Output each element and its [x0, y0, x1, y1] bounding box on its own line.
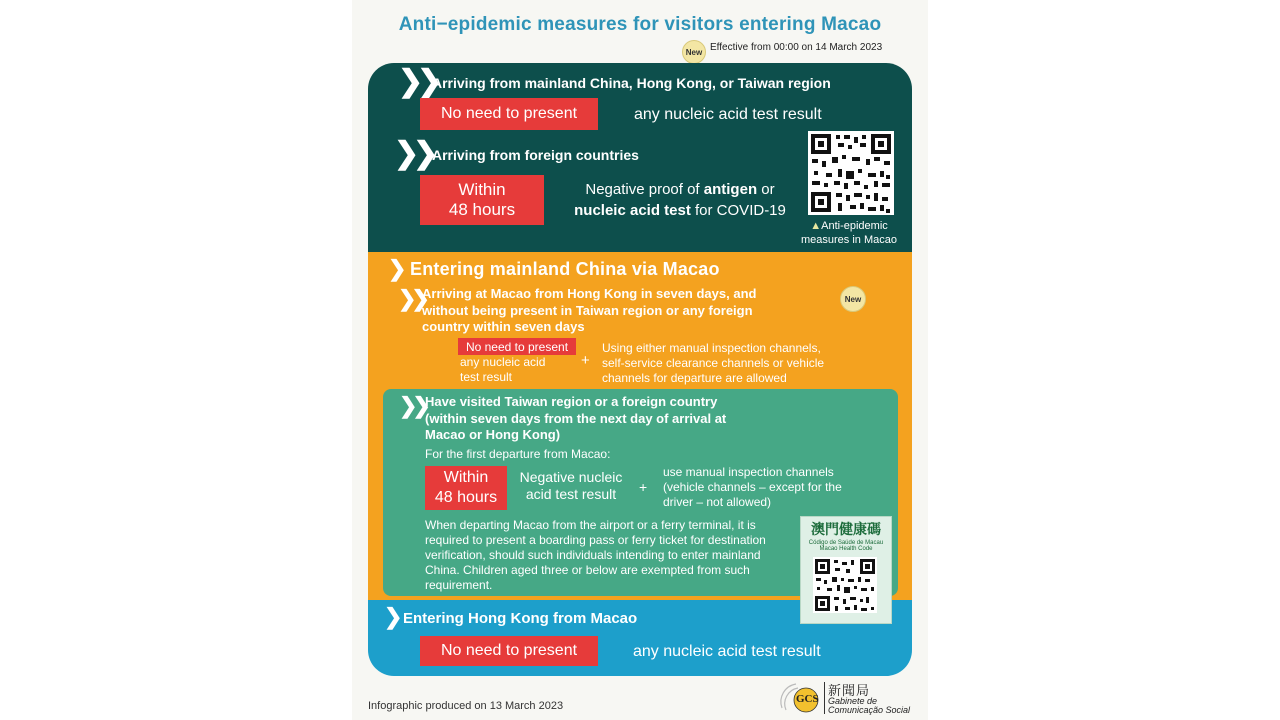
no-need-badge: No need to present	[420, 636, 598, 666]
heading-line: Have visited Taiwan region or a foreign country	[425, 394, 718, 409]
text-line: driver – not allowed)	[663, 495, 772, 509]
health-code-en: Macao Health Code	[819, 546, 873, 552]
mainland-heading: Entering mainland China via Macao	[410, 259, 720, 279]
arrival-mainland-text: any nucleic acid test result	[634, 106, 822, 123]
within-48-hours-badge	[420, 175, 544, 225]
text-line: When departing Macao from the airport or a ferry terminal, it is	[425, 518, 756, 532]
text-part: for COVID-19	[690, 202, 786, 219]
text-line: self-service clearance channels or vehicle	[602, 356, 825, 370]
no-need-badge: No need to present	[420, 98, 598, 130]
anti-epidemic-qr-code[interactable]	[808, 131, 894, 215]
heading-line: Macao or Hong Kong)	[425, 427, 561, 442]
text-line: Using either manual inspection channels,	[602, 341, 821, 355]
manual-channels-text	[663, 465, 842, 510]
hours-label: 48 hours	[448, 200, 516, 219]
negative-test-text	[517, 469, 625, 503]
channels-text	[602, 341, 824, 386]
plus-icon: +	[581, 352, 590, 369]
text-bold: antigen	[703, 181, 758, 198]
page-title: Anti−epidemic measures for visitors entering Macao	[398, 14, 882, 35]
nucleic-test-text	[460, 355, 545, 385]
new-badge: New	[840, 286, 866, 312]
logo-line: Comunicação Social	[828, 705, 911, 715]
first-departure-label: For the first departure from Macao:	[425, 447, 611, 461]
text-line: any nucleic acid	[460, 355, 546, 369]
gcs-logo	[776, 678, 926, 718]
macao-health-code-card[interactable]	[800, 516, 892, 624]
chevron-right-icon: ❯	[388, 256, 407, 281]
qr-caption-line: measures in Macao	[801, 234, 897, 246]
no-need-badge: No need to present	[458, 338, 576, 355]
taiwan-foreign-heading	[425, 394, 726, 444]
hong-kong-heading: Entering Hong Kong from Macao	[403, 610, 638, 627]
text-line: required to present a boarding pass or ferry ticket for destination	[425, 533, 766, 547]
effective-date: Effective from 00:00 on 14 March 2023	[710, 42, 883, 53]
health-code-title: 澳門健康碼	[811, 521, 881, 537]
chevron-right-icon: ❯	[384, 604, 403, 629]
triangle-icon: ▲	[810, 220, 822, 232]
text-line: use manual inspection channels	[663, 465, 834, 479]
double-chevron-icon: ❯❯	[398, 286, 425, 311]
logo-line: Gabinete de	[828, 696, 878, 706]
text-part: or	[757, 181, 775, 198]
text-line: China. Children aged three or below are exempted from such	[425, 563, 750, 577]
logo-divider	[824, 682, 825, 714]
heading-line: without being present in Taiwan region or any foreign	[422, 302, 753, 318]
text-line: acid test result	[525, 486, 617, 502]
double-chevron-icon: ❯❯	[394, 137, 433, 170]
boarding-pass-paragraph	[425, 518, 766, 593]
hours-label: 48 hours	[434, 489, 498, 506]
logo-chinese-name: 新聞局	[828, 683, 871, 698]
arrival-section	[368, 63, 912, 259]
plus-icon: +	[639, 479, 648, 495]
heading-line: country within seven days	[422, 319, 585, 334]
hong-kong-seven-days-heading	[422, 286, 756, 336]
health-code-qr[interactable]	[813, 557, 877, 613]
text-line: (vehicle channels – except for the	[663, 480, 842, 494]
text-line: verification, should such individuals intending to enter mainland	[425, 548, 761, 562]
heading-line: Arriving at Macao from Hong Kong in seven days, and	[422, 286, 757, 301]
text-line: channels for departure are allowed	[602, 371, 787, 385]
within-48-hours-badge	[425, 466, 507, 510]
double-chevron-icon: ❯❯	[399, 393, 426, 418]
text-part: Negative proof of	[585, 181, 704, 198]
arrival-foreign-text	[562, 179, 798, 221]
health-code-pt: Código de Saúde de Macau	[808, 540, 884, 546]
double-chevron-icon: ❯❯	[398, 65, 437, 98]
heading-line: (within seven days from the next day of arrival at	[425, 410, 727, 426]
within-label: Within	[443, 469, 489, 486]
produced-date: Infographic produced on 13 March 2023	[368, 700, 564, 712]
text-line: test result	[460, 370, 513, 384]
text-line: requirement.	[425, 578, 493, 592]
logo-initials: GCS	[796, 693, 819, 705]
text-bold: nucleic acid test	[574, 202, 691, 219]
qr-caption-line: Anti-epidemic	[821, 220, 888, 232]
hong-kong-text: any nucleic acid test result	[633, 643, 821, 660]
qr-caption	[794, 219, 904, 247]
new-badge: New	[682, 40, 706, 64]
text-line: Negative nucleic	[519, 469, 623, 485]
within-label: Within	[458, 180, 506, 199]
arrival-mainland-heading: Arriving from mainland China, Hong Kong, or Taiwan region	[432, 75, 831, 91]
logo-portuguese-name	[828, 697, 910, 715]
arrival-foreign-heading: Arriving from foreign countries	[432, 147, 639, 163]
infographic	[352, 0, 928, 720]
